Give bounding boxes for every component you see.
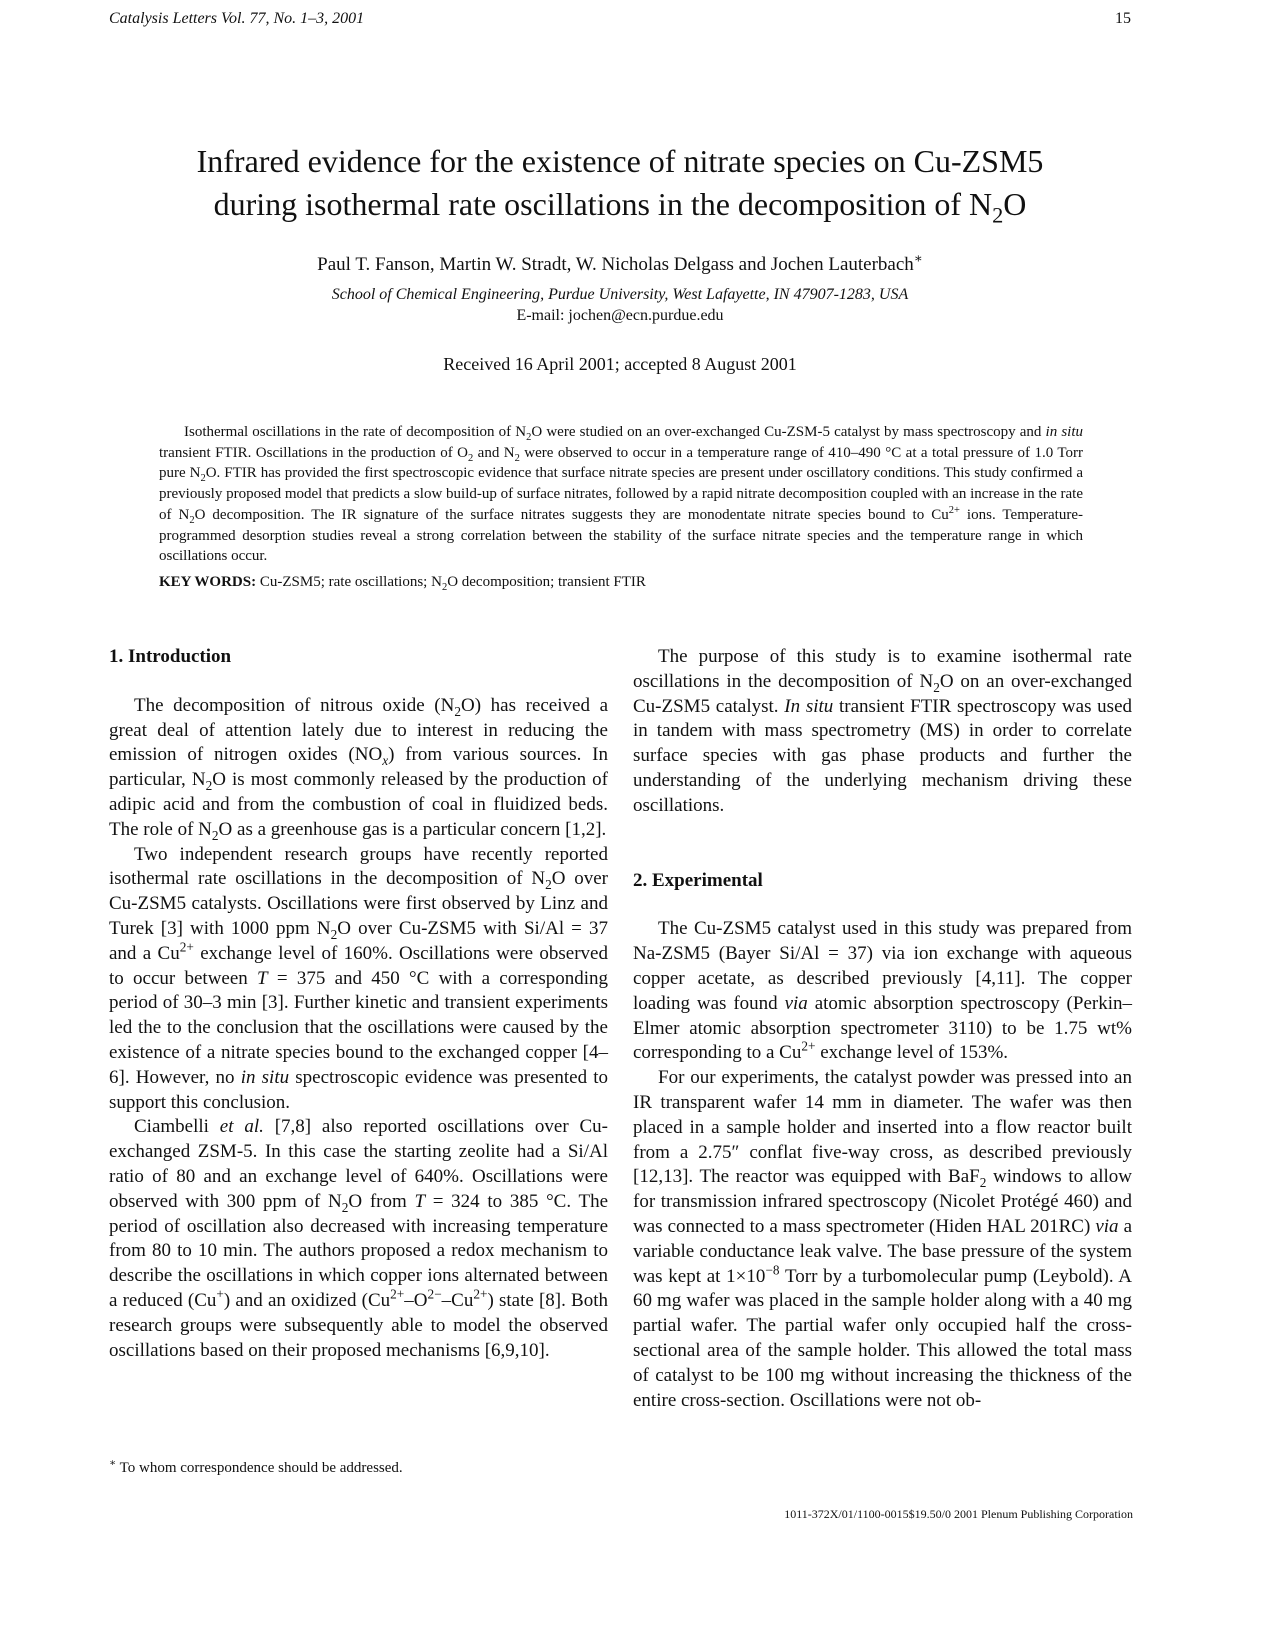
abstract: Isothermal oscillations in the rate of decomposition of $N_2O$ were studied on an over-exchanged Cu-ZSM-5 catalyst by mass spectroscopy and in situ transient FTIR. Oscillations in the production of $O_2$ and $N_2$ were observed to occur in a temperature range of 410–490 °C at a total pressure of 1.0 Torr pure $N_2O$. FTIR has provided the first spectroscopic evidence that surface nitrate species are present under oscillatory conditions. This study confirmed a previously proposed model that predicts a slow build-up of surface nitrates, followed by a rapid nitrate decomposition coupled with an increase in the rate of $N_2O$ decomposition. The IR signature of the surface nitrates suggests they are monodentate nitrate species bound to $Cu^{2+}$ ions. Temperature-programmed desorption studies reveal a strong correlation between the stability of the surface nitrate species and the temperature range in which oscillations occur. xyxy=(159,424,1084,565)
copyright-line: 1011-372X/01/1100-0015$19.50/0 2001 Plenum Publishing Corporation xyxy=(784,1507,1133,1521)
footnote: ∗ To whom correspondence should be addressed. xyxy=(109,1458,403,1476)
email: E-mail: jochen@ecn.purdue.edu xyxy=(516,307,724,324)
author-list: Paul T. Fanson, Martin W. Stradt, W. Nicholas Delgass and Jochen Lauterbach∗ xyxy=(317,250,923,275)
intro-paragraph-3: Ciambelli et al. [7,8] also reported oscillations over Cu-exchanged ZSM-5. In this case the starting zeolite had a Si/Al ratio of 80 and an exchange level of 640%. Oscillations were observed with 300 ppm of $N_2O$ from T = 324 to 385 °C. The period of oscillation also decreased with increasing temperature from 80 to 10 min. The authors proposed a redox mechanism to describe the oscillations in which copper ions alternated between a reduced (Cu+) and an oxidized $(Cu^{2+}-O^{2-}-Cu^{2+})$ state [8]. Both research groups were subsequently able to model the observed oscillations based on their proposed mechanisms [6,9,10]. xyxy=(109,1116,608,1361)
purpose-paragraph: The purpose of this study is to examine isothermal rate oscillations in the decomposition of $N_2O$ on an over-exchanged Cu-ZSM5 catalyst. In situ transient FTIR spectroscopy was used in tandem with mass spectrometry (MS) in order to correlate surface species with gas phase products and further the understanding of the underlying mechanism driving these oscillations. xyxy=(633,646,1133,816)
experimental-paragraph-1: The Cu-ZSM5 catalyst used in this study was prepared from Na-ZSM5 (Bayer Si/Al = 37) via ion exchange with aqueous copper acetate, as described previously [4,11]. The copper loading was found via atomic absorption spectroscopy (Perkin–Elmer atomic absorption spectrometer 3110) to be 1.75 wt% corresponding to a $Cu^{2+}$ exchange level of 153%. xyxy=(633,918,1132,1064)
page-number: 15 xyxy=(1115,10,1131,27)
corresponding-mark: ∗ xyxy=(913,250,923,266)
paper-title xyxy=(0,140,1240,226)
intro-paragraph-1: The decomposition of nitrous oxide $(N_2O)$ has received a great deal of attention lately due to interest in reducing the emission of nitrogen oxides $(NO_x)$ from various sources. In particular, $N_2O$ is most commonly released by the production of adipic acid and from the combustion of coal in fluidized beds. The role of $N_2O$ as a greenhouse gas is a particular concern [1,2]. xyxy=(109,694,609,843)
right-column xyxy=(633,645,1132,1413)
title-line-1: Infrared evidence for the existence of nitrate species on Cu-ZSM5 xyxy=(196,143,1044,179)
running-head: Catalysis Letters Vol. 77, No. 1–3, 2001 xyxy=(109,10,365,27)
title-line-2: during isothermal rate oscillations in the decomposition of $N_2O$ xyxy=(213,186,1027,228)
left-column xyxy=(109,645,608,1363)
received-dates: Received 16 April 2001; accepted 8 August 2001 xyxy=(443,354,797,374)
intro-paragraph-2: Two independent research groups have recently reported isothermal rate oscillations in the decomposition of $N_2O$ over Cu-ZSM5 catalysts. Oscillations were first observed by Linz and Turek [3] with 1000 ppm $N_2O$ over Cu-ZSM5 with Si/Al = 37 and a $Cu^{2+}$ exchange level of 160%. Oscillations were observed to occur between T = 375 and 450 °C with a corresponding period of 30–3 min [3]. Further kinetic and transient experiments led the to the conclusion that the oscillations were caused by the existence of a nitrate species bound to the exchanged copper [4–6]. However, no in situ spectroscopic evidence was presented to support this conclusion. xyxy=(109,843,609,1113)
section-heading-experimental: 2. Experimental xyxy=(633,869,763,891)
experimental-paragraph-2: For our experiments, the catalyst powder was pressed into an IR transparent wafer 14 mm in diameter. The wafer was then placed in a sample holder and inserted into a flow reactor built from a 2.75″ conflat five-way cross, as described previously [12,13]. The reactor was equipped with BaF$_2$ windows to allow for transmission infrared spectroscopy (Nicolet Protégé 460) and was connected to a mass spectrometer (Hiden HAL 201RC) via a variable conductance leak valve. The base pressure of the system was kept at $1\times 10^{-8}$ Torr by a turbomolecular pump (Leybold). A 60 mg wafer was placed in the sample holder along with a 40 mg partial wafer. The partial wafer only occupied half the cross-sectional area of the sample holder. This allowed the total mass of catalyst to be 100 mg without increasing the thickness of the entire cross-section. Oscillations were not ob- xyxy=(633,1067,1132,1411)
section-heading-introduction: 1. Introduction xyxy=(109,646,232,667)
affiliation: School of Chemical Engineering, Purdue University, West Lafayette, IN 47907-1283, USA xyxy=(331,286,909,303)
keywords: KEY WORDS: Cu-ZSM5; rate oscillations; $N_2O$ decomposition; transient FTIR xyxy=(159,574,646,593)
